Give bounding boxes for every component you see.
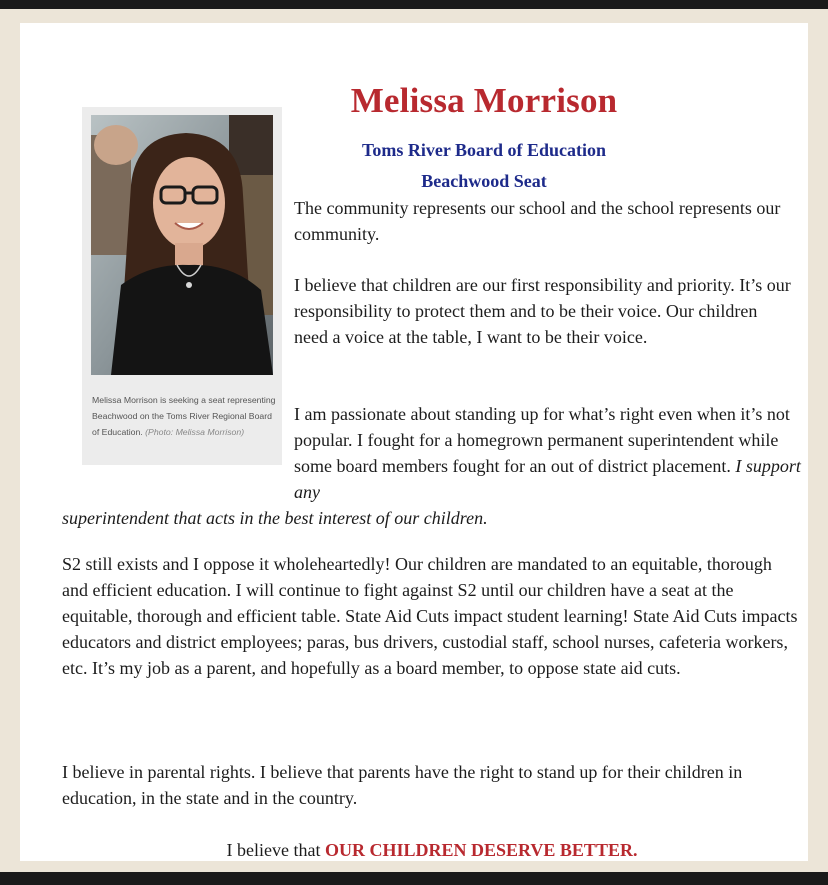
photo-caption <box>92 392 276 440</box>
closing-emphasis: OUR CHILDREN DESERVE BETTER. <box>325 840 638 860</box>
closing-statement <box>62 837 802 863</box>
passionate-text: I am passionate about standing up for what’s right even when it’s not popular. I fought for a homegrown permanent superintendent while some board members fought for an out of district placement. <box>294 404 790 476</box>
paragraph-parental-rights: I believe in parental rights. I believe that parents have the right to stand up for their children in education, in the state and in the country. <box>62 762 743 808</box>
candidate-photo <box>91 115 273 375</box>
paragraph-children: I believe that children are our first responsibility and priority. It’s our responsibility to protect them and to be their voice. Our children need a voice at the table, I want to be their voice. <box>294 275 791 347</box>
photo-credit: (Photo: Melissa Morrison) <box>145 427 245 437</box>
flyer-page <box>20 23 808 861</box>
candidate-name: Melissa Morrison <box>350 81 618 120</box>
caption-text: Melissa Morrison is seeking a seat representing Beachwood on the Toms River Regional Board of Education. <box>92 395 276 437</box>
photo-figure <box>82 107 282 465</box>
seat-name: Beachwood Seat <box>421 171 547 191</box>
support-text-start: I support any <box>294 456 801 502</box>
portrait-image <box>91 115 273 375</box>
closing-prefix: I believe that <box>226 840 321 860</box>
board-name: Toms River Board of Education <box>361 140 607 160</box>
support-text-end: superintendent that acts in the best interest of our children. <box>62 508 488 528</box>
paragraph-passionate <box>294 401 804 505</box>
paragraph-community: The community represents our school and the school represents our community. <box>294 198 781 244</box>
paragraph-s2: S2 still exists and I oppose it wholeheartedly! Our children are mandated to an equitable, thorough and efficient education. I will continue to fight against S2 until our children have a seat at the equitable, thorough and efficient table. State Aid Cuts impact student learning! State Aid Cuts impacts educators and district employees; paras, bus drivers, custodial staff, school nurses, cafeteria workers, etc. It’s my job as a parent, and hopefully as a board member, to oppose state aid cuts. <box>62 554 798 678</box>
outer-frame <box>0 9 828 872</box>
paragraph-passionate-continued <box>62 505 802 531</box>
